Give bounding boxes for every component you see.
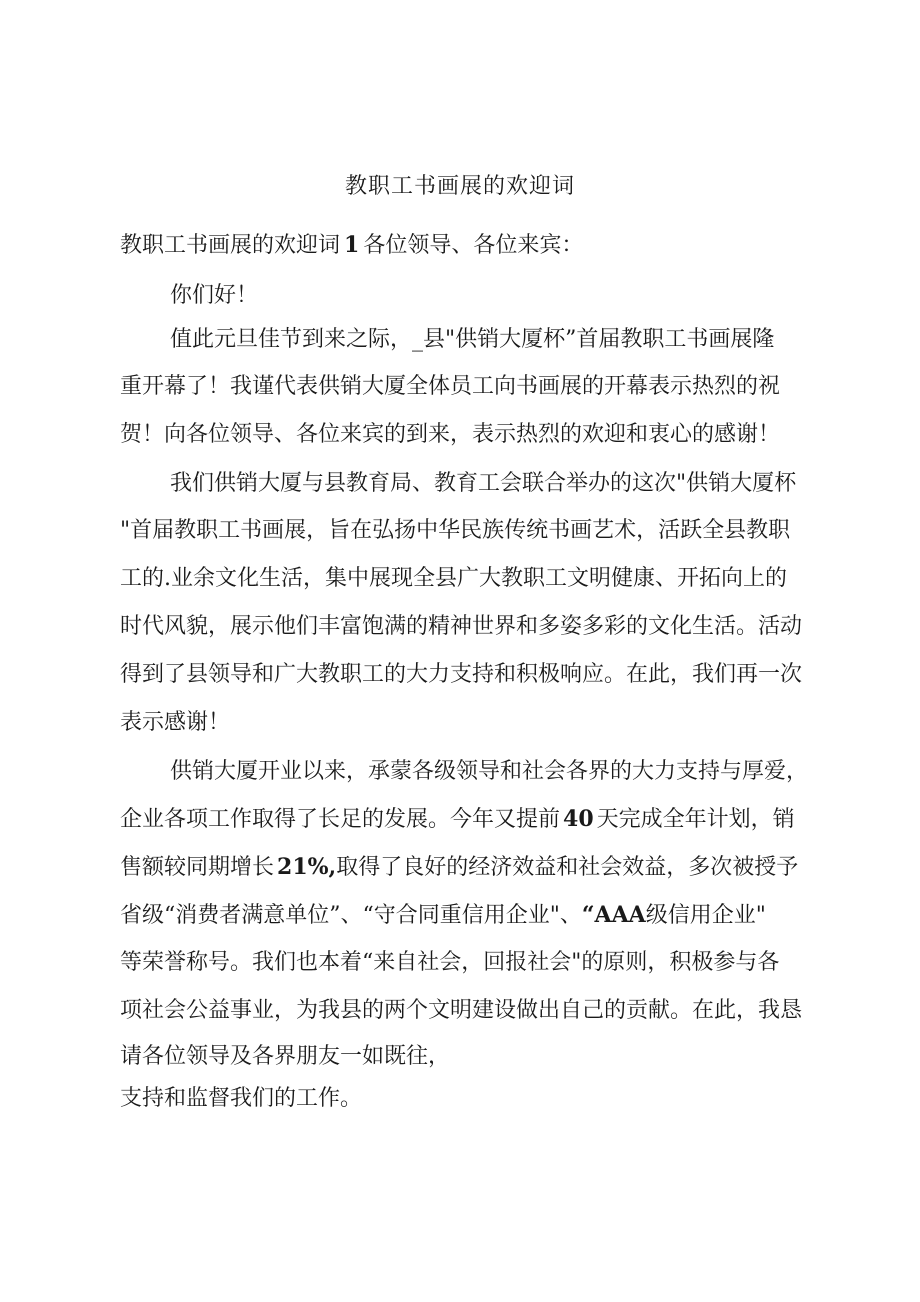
paragraph3-line4-text-a: 省级“消费者满意单位”、“守合同重信用企业"、 bbox=[120, 903, 582, 928]
paragraph3-line2 bbox=[120, 802, 795, 837]
paragraph3-line7: 请各位领导及各界朋友一如既往， bbox=[120, 1044, 451, 1069]
salutation-text: 各位领导、各位来宾： bbox=[363, 233, 584, 258]
salutation-number: 1 bbox=[344, 232, 360, 258]
paragraph3-line2-text-b: 天完成全年计划，销 bbox=[596, 807, 795, 832]
paragraph3-line3-number: 21%, bbox=[277, 854, 337, 880]
salutation-line bbox=[120, 228, 583, 263]
paragraph3-line8: 支持和监督我们的工作。 bbox=[120, 1086, 363, 1111]
paragraph1-line2: 重开幕了！我谨代表供销大厦全体员工向书画展的开幕表示热烈的祝 bbox=[120, 374, 781, 399]
paragraph2-line2: "首届教职工书画展，旨在弘扬中华民族传统书画艺术，活跃全县教职 bbox=[120, 518, 791, 543]
paragraph3-line2-number: 40 bbox=[563, 806, 594, 832]
paragraph2-line5: 得到了县领导和广大教职工的大力支持和积极响应。在此，我们再一次 bbox=[120, 662, 803, 687]
paragraph3-line4-text-b: 级信用企业" bbox=[645, 903, 766, 928]
paragraph2-line6: 表示感谢！ bbox=[120, 710, 231, 735]
paragraph3-line6: 项社会公益事业，为我县的两个文明建设做出自己的贡献。在此，我恳 bbox=[120, 998, 803, 1023]
paragraph3-line2-text-a: 企业各项工作取得了长足的发展。今年又提前 bbox=[120, 807, 561, 832]
paragraph3-line1: 供销大厦开业以来，承蒙各级领导和社会各界的大力支持与厚爱， bbox=[170, 759, 809, 784]
document-title: 教职工书画展的欢迎词 bbox=[344, 174, 575, 199]
paragraph3-line5: 等荣誉称号。我们也本着“来自社会，回报社会"的原则，积极参与各 bbox=[120, 950, 780, 975]
paragraph2-line1: 我们供销大厦与县教育局、教育工会联合举办的这次"供销大厦杯 bbox=[170, 471, 797, 496]
paragraph3-line4-bold: “AAA bbox=[581, 902, 646, 928]
paragraph2-line4: 时代风貌，展示他们丰富饱满的精神世界和多姿多彩的文化生活。活动 bbox=[120, 614, 803, 639]
paragraph3-line3-text-b: 取得了良好的经济效益和社会效益，多次被授予 bbox=[336, 855, 799, 880]
paragraph3-line3-text-a: 售额较同期增长 bbox=[120, 855, 275, 880]
paragraph3-line3 bbox=[120, 850, 798, 885]
paragraph1-line1: 值此元旦佳节到来之际，_县"供销大厦杯”首届教职工书画展隆 bbox=[170, 327, 775, 352]
paragraph1-line3: 贺！向各位领导、各位来宾的到来，表示热烈的欢迎和衷心的感谢！ bbox=[120, 422, 781, 447]
paragraph2-line3: 工的.业余文化生活，集中展现全县广大教职工文明健康、开拓向上的 bbox=[120, 566, 787, 591]
paragraph3-line4 bbox=[120, 898, 766, 933]
salutation-prefix: 教职工书画展的欢迎词 bbox=[120, 233, 341, 258]
greeting-line: 你们好！ bbox=[170, 283, 259, 308]
